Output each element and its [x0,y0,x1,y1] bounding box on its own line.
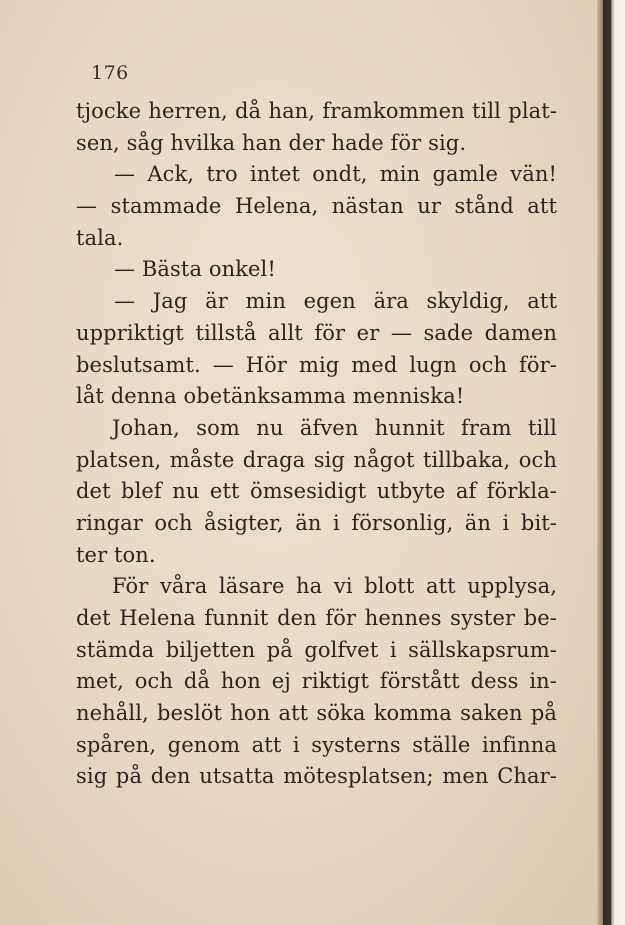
text-line: — Jag är min egen ära skyldig, att [114,289,557,314]
text-line: — stammade Helena, nästan ur stånd att [76,194,557,219]
text-line: låt denna obetänksamma menniska! [76,384,465,409]
text-line: — Bästa onkel! [114,257,276,282]
text-line: För våra läsare ha vi blott att upplysa, [112,574,557,599]
text-line: tjocke herren, då han, framkommen till plat- [76,99,557,123]
text-line: — Ack, tro intet ondt, min gamle vän! [114,162,557,187]
text-line: sig på den utsatta mötesplatsen; men Char- [76,764,557,789]
text-line: Johan, som nu äfven hunnit fram till [112,415,557,440]
book-binding [603,0,625,925]
text-line: met, och då hon ej riktigt förstått dess in- [76,669,557,694]
body-text [76,96,557,793]
text-line: spåren, genom att i systerns ställe infinna [76,732,557,757]
page-number: 176 [91,62,129,84]
text-line: sen, såg hvilka han der hade för sig. [76,130,467,155]
text-line: ringar och åsigter, än i försonlig, än i bit- [76,510,557,535]
text-line: beslutsamt. — Hör mig med lugn och för- [76,352,557,377]
text-line: ter ton. [76,542,156,567]
text-line: nehåll, beslöt hon att söka komma saken på [76,701,557,726]
text-line: det blef nu ett ömsesidigt utbyte af förkla- [76,479,557,504]
text-line: stämda biljetten på golfvet i sällskapsrum- [76,637,557,662]
text-line: uppriktigt tillstå allt för er — sade damen [76,320,557,345]
text-line: tala. [76,225,124,250]
text-line: det Helena funnit den för hennes syster be- [76,606,557,630]
text-line: platsen, måste draga sig något tillbaka, och [76,447,557,472]
